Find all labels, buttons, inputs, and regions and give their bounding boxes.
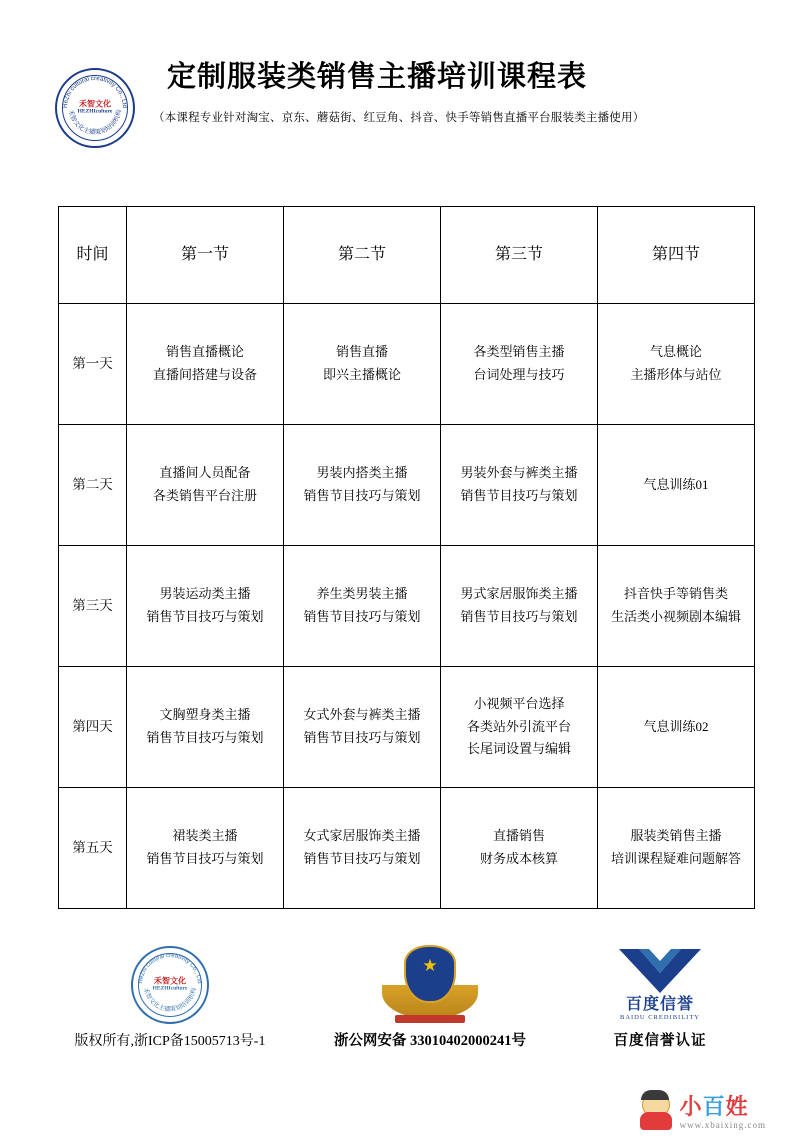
icp-caption[interactable]: 版权所有,浙ICP备15005713号-1 (74, 1034, 266, 1049)
svg-text:禾智文化主播策划培训机构: 禾智文化主播策划培训机构 (66, 109, 124, 137)
table-cell (441, 425, 598, 546)
icp-badge (35, 942, 305, 1050)
cell-line: 各类销售平台注册 (152, 488, 257, 503)
table-row (59, 667, 755, 788)
cell-line: 直播间人员配备 (159, 465, 251, 481)
logo-center-cn: 禾智文化 (79, 99, 111, 109)
cell-line: 销售节目技巧与策划 (303, 730, 421, 745)
page-subtitle: （本课程专业针对淘宝、京东、蘑菇街、红豆角、抖音、快手等销售直播平台服装类主播使用） (153, 111, 645, 124)
cell-line: 男装内搭类主播 (316, 465, 408, 481)
table-cell (127, 304, 284, 425)
row-day-label: 第四天 (59, 667, 127, 788)
company-logo (55, 68, 135, 148)
row-day-label: 第五天 (59, 788, 127, 909)
cell-line: 气息训练01 (643, 476, 709, 492)
table-cell (127, 425, 284, 546)
cell-line: 台词处理与技巧 (473, 367, 565, 382)
seal-center-cn: 禾智文化 (154, 976, 186, 986)
table-cell (127, 546, 284, 667)
row-day-label: 第一天 (59, 304, 127, 425)
cell-line: 长尾词设置与编辑 (466, 741, 571, 757)
title-block (135, 60, 740, 125)
row-day-label: 第二天 (59, 425, 127, 546)
table-cell (127, 667, 284, 788)
cell-line: 销售节目技巧与策划 (303, 488, 421, 503)
schedule-table-body (59, 304, 755, 909)
svg-text:HeZhi cultural creativity Co.,: HeZhi cultural creativity Co., Ltd (61, 74, 129, 109)
cell-line: 销售节目技巧与策划 (460, 488, 578, 503)
cell-line: 气息训练02 (643, 718, 709, 734)
page-title: 定制服装类销售主播培训课程表 (167, 61, 588, 93)
header-section-3: 第三节 (441, 207, 598, 304)
table-cell (598, 546, 755, 667)
logo-center-text (57, 100, 133, 115)
cell-line: 销售节目技巧与策划 (460, 609, 578, 624)
svg-text:禾智文化主播策划培训机构: 禾智文化主播策划培训机构 (142, 987, 198, 1014)
cell-line: 气息概论 (649, 344, 702, 360)
table-cell (284, 788, 441, 909)
document-header (0, 0, 800, 137)
table-cell (598, 304, 755, 425)
footer-badges (0, 941, 800, 1050)
seal-center-en: HEZHIculture (152, 985, 188, 992)
cell-line: 小视频平台选择 (473, 695, 565, 711)
cell-line: 男式家居服饰类主播 (460, 586, 578, 602)
cell-line: 财务成本核算 (479, 851, 558, 866)
watermark-char-3: 姓 (725, 1094, 749, 1119)
cell-line: 男装运动类主播 (159, 586, 251, 602)
cell-line: 裙装类主播 (172, 828, 238, 844)
logo-center-en: HEZHIculture (77, 108, 113, 115)
table-cell (441, 788, 598, 909)
site-watermark (638, 1090, 766, 1130)
icp-seal-wrap (35, 942, 305, 1024)
watermark-char-2: 百 (702, 1094, 726, 1119)
row-day-label: 第三天 (59, 546, 127, 667)
header-section-1: 第一节 (127, 207, 284, 304)
cell-line: 养生类男装主播 (316, 586, 408, 602)
cell-line: 生活类小视频剧本编辑 (610, 609, 741, 624)
cell-line: 各类型销售主播 (473, 344, 565, 360)
table-cell (284, 304, 441, 425)
table-row (59, 425, 755, 546)
table-row (59, 546, 755, 667)
mascot-icon (638, 1090, 674, 1130)
header-section-4: 第四节 (598, 207, 755, 304)
gongan-caption[interactable]: 浙公网安备 33010402000241号 (333, 1033, 527, 1049)
watermark-text (680, 1096, 766, 1130)
baidu-credibility-icon (608, 947, 712, 1023)
emblem-bar (395, 1015, 465, 1023)
baidu-v-icon (617, 947, 703, 995)
table-row (59, 304, 755, 425)
table-cell (441, 667, 598, 788)
cell-line: 女式家居服饰类主播 (303, 828, 421, 844)
svg-text:HeZhi cultural creativity Co.,: HeZhi cultural creativity Co., Ltd (137, 952, 202, 984)
police-emblem-wrap (305, 941, 555, 1023)
seal-center-text (133, 977, 207, 992)
table-cell (127, 788, 284, 909)
table-cell (598, 667, 755, 788)
baidu-mark-cn: 百度信誉 (625, 996, 694, 1014)
cell-line: 直播间搭建与设备 (152, 367, 257, 382)
mascot-body (640, 1112, 672, 1130)
table-cell (284, 667, 441, 788)
cell-line: 销售直播概论 (165, 344, 244, 360)
cell-line: 销售节目技巧与策划 (303, 609, 421, 624)
watermark-char-1: 小 (679, 1094, 703, 1119)
cell-line: 销售节目技巧与策划 (146, 730, 264, 745)
cell-line: 销售节目技巧与策划 (146, 851, 264, 866)
cell-line: 直播销售 (492, 828, 545, 844)
baidu-mark-wrap (555, 941, 765, 1023)
cell-line: 服装类销售主播 (630, 828, 722, 844)
emblem-star-icon: ★ (422, 956, 438, 975)
police-emblem-icon (382, 943, 478, 1023)
table-cell (598, 788, 755, 909)
watermark-url: www.xbaixing.com (679, 1120, 766, 1130)
cell-line: 女式外套与裤类主播 (303, 707, 421, 723)
cell-line: 抖音快手等销售类 (623, 586, 728, 602)
table-row (59, 788, 755, 909)
table-cell (441, 304, 598, 425)
table-cell (284, 546, 441, 667)
cell-line: 销售直播 (335, 344, 388, 360)
schedule-table-wrapper (0, 110, 800, 909)
watermark-brand (680, 1096, 766, 1118)
cell-line: 销售节目技巧与策划 (146, 609, 264, 624)
table-cell (441, 546, 598, 667)
header-section-2: 第二节 (284, 207, 441, 304)
baidu-mark-en: BAIDU CREDIBILITY (619, 1014, 700, 1021)
table-cell (284, 425, 441, 546)
cell-line: 销售节目技巧与策划 (303, 851, 421, 866)
baidu-caption[interactable]: 百度信誉认证 (613, 1033, 707, 1049)
baidu-mark-label (608, 996, 712, 1021)
cell-line: 文胸塑身类主播 (159, 707, 251, 723)
mascot-hair (641, 1090, 669, 1100)
table-cell (598, 425, 755, 546)
table-header-row (59, 207, 755, 304)
cell-line: 各类站外引流平台 (466, 718, 571, 734)
company-seal-icon (131, 946, 209, 1024)
cell-line: 培训课程疑难问题解答 (610, 851, 741, 866)
header-time: 时间 (59, 207, 127, 304)
gongan-badge (305, 941, 555, 1050)
baidu-badge (555, 941, 765, 1050)
cell-line: 即兴主播概论 (322, 367, 401, 382)
cell-line: 男装外套与裤类主播 (460, 465, 578, 481)
cell-line: 主播形体与站位 (630, 367, 722, 382)
schedule-table (58, 206, 755, 909)
